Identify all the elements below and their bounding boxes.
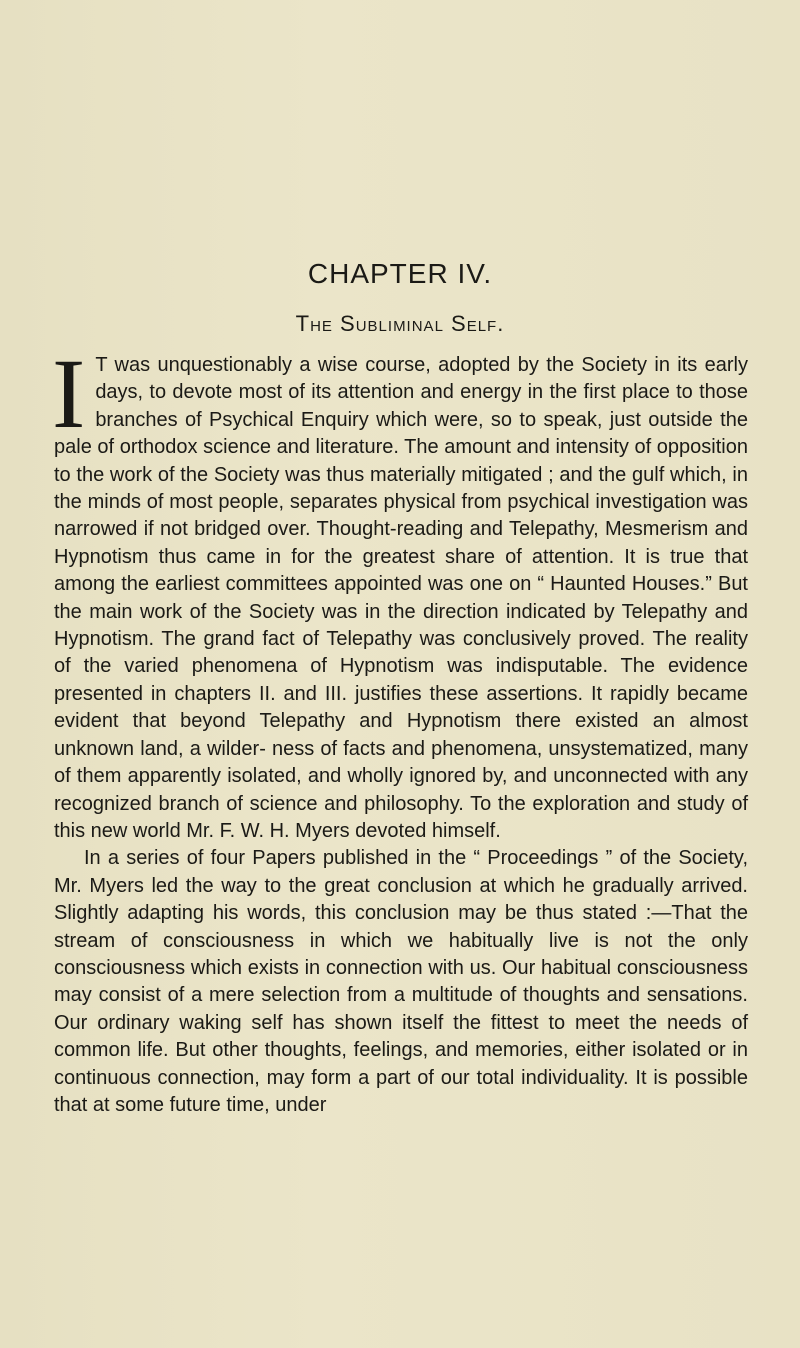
- chapter-heading: CHAPTER IV.: [307, 258, 493, 289]
- paragraph-2: In a series of four Papers published in the “ Proceedings ” of the Society, Mr. Myers led the way to the great conclusion at which he gradually arrived. Slightly adapting his words, this conclusion may be thus stated :—That the stream of consciousness in which we habitually live is not the only consciousness which exists in connection with us. Our habitual consciousness may consist of a mere selection from a multitude of thoughts and sensations. Our ordinary waking self has shown itself the fittest to meet the needs of common life. But other thoughts, feelings, and memories, either isolated or in continuous connection, may form a part of our total individuality. It is possible that at some future time, under: [54, 847, 748, 1116]
- paragraph-1: IT was unquestionably a wise course, adopted by the Society in its early days, to devote most of its attention and energy in the first place to those branches of Psychical Enquiry which were, so to speak, just outside the pale of orthodox science and literature. The amount and intensity of opposition to the work of the Society was thus materially mitigated ; and the gulf which, in the minds of most people, separates physical from psychical investigation was narrowed if not bridged over. Thought-reading and Telepathy, Mesmerism and Hypnotism thus came in for the greatest share of attention. It is true that among the earliest committees appointed was one on “ Haunted Houses.” But the main work of the Society was in the direction indicated by Telepathy and Hypnotism. The grand fact of Telepathy was conclusively proved. The reality of the varied phenomena of Hypnotism was indisputable. The evidence presented in chapters II. and III. justifies these assertions. It rapidly became evident that beyond Telepathy and Hypnotism there existed an almost unknown land, a wilder- ness of facts and phenomena, unsystematized, many of them apparently isolated, and wholly ignored by, and unconnected with any recognized branch of science and philosophy. To the exploration and study of this new world Mr. F. W. H. Myers devoted himself.: [52, 338, 748, 842]
- chapter-title: The Subliminal Self.: [295, 311, 505, 336]
- body-text: [52, 338, 748, 1119]
